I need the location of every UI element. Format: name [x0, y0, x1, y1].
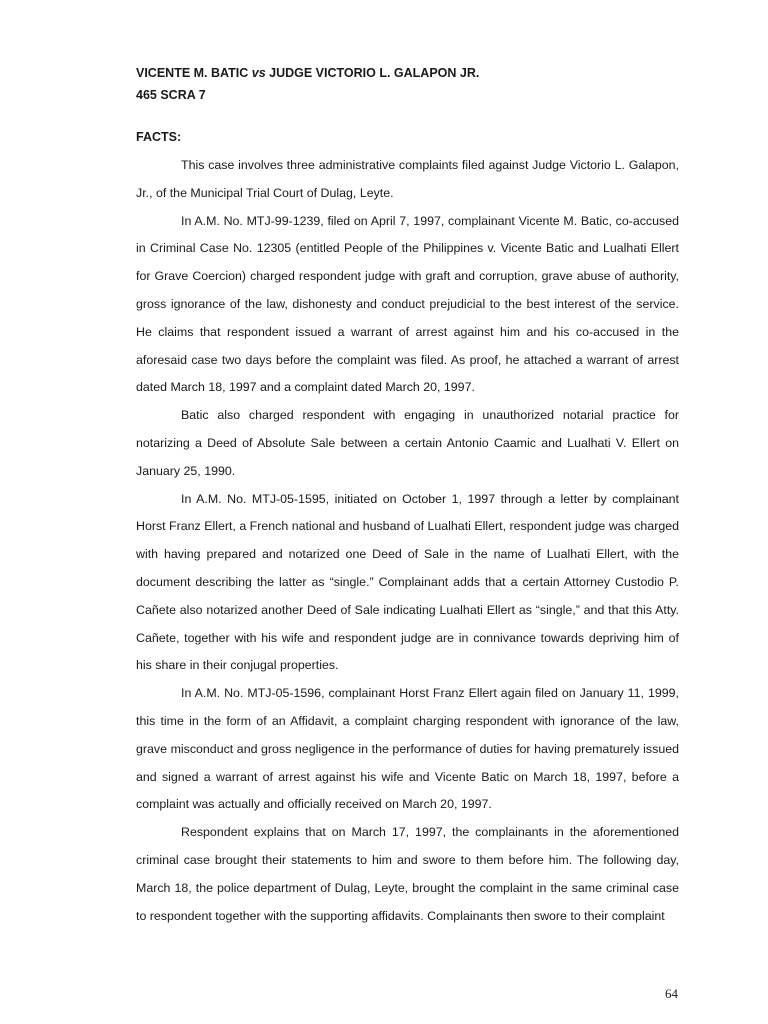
case-header — [136, 62, 680, 106]
paragraph-3: Batic also charged respondent with engaging in unauthorized notarial practice for notarizing a Deed of Absolute Sale between a certain Antonio Caamic and Lualhati V. Ellert on January 25, 1990. — [136, 408, 679, 478]
paragraph-4: In A.M. No. MTJ-05-1595, initiated on October 1, 1997 through a letter by complainant Horst Franz Ellert, a French national and husband of Lualhati Ellert, respondent judge was charged with having prepared and notarized one Deed of Sale in the name of Lualhati Ellert, with the document describing the latter as “single.” Complainant adds that a certain Attorney Custodio P. Cañete also notarized another Deed of Sale indicating Lualhati Ellert as “single,” and that this Atty. Cañete, together with his wife and respondent judge are in connivance towards depriving him of his share in their conjugal properties. — [136, 491, 679, 673]
case-title-petitioner: VICENTE M. BATIC — [136, 66, 252, 80]
facts-heading: FACTS: — [136, 130, 182, 144]
paragraph-1: This case involves three administrative complaints filed against Judge Victorio L. Galapon, Jr., of the Municipal Trial Court of Dulag, Leyte. — [136, 158, 679, 200]
paragraph-2: In A.M. No. MTJ-99-1239, filed on April 7, 1997, complainant Vicente M. Batic, co-accused in Criminal Case No. 12305 (entitled People of the Philippines v. Vicente Batic and Lualhati Ellert for Grave Coercion) charged respondent judge with graft and corruption, grave abuse of authority, gross ignorance of the law, dishonesty and conduct prejudicial to the best interest of the service. He claims that respondent issued a warrant of arrest against him and his co-accused in the aforesaid case two days before the complaint was filed. As proof, he attached a warrant of arrest dated March 18, 1997 and a complaint dated March 20, 1997. — [136, 213, 679, 395]
page-number: 64 — [665, 986, 678, 1001]
case-title-respondent: JUDGE VICTORIO L. GALAPON JR. — [265, 66, 480, 80]
case-title-vs: vs — [251, 66, 266, 80]
paragraph-5: In A.M. No. MTJ-05-1596, complainant Horst Franz Ellert again filed on January 11, 1999, this time in the form of an Affidavit, a complaint charging respondent with ignorance of the law, grave misconduct and gross negligence in the performance of duties for having prematurely issued and signed a warrant of arrest against his wife and Vicente Batic on March 18, 1997, before a complaint was actually and officially received on March 20, 1997. — [136, 686, 679, 812]
facts-body — [136, 152, 679, 930]
case-citation: 465 SCRA 7 — [136, 88, 206, 102]
case-title — [136, 62, 680, 84]
paragraph-6: Respondent explains that on March 17, 1997, the complainants in the aforementioned criminal case brought their statements to him and swore to them before him. The following day, March 18, the police department of Dulag, Leyte, brought the complaint in the same criminal case to respondent together with the supporting affidavits. Complainants then swore to their complaint — [136, 825, 679, 923]
